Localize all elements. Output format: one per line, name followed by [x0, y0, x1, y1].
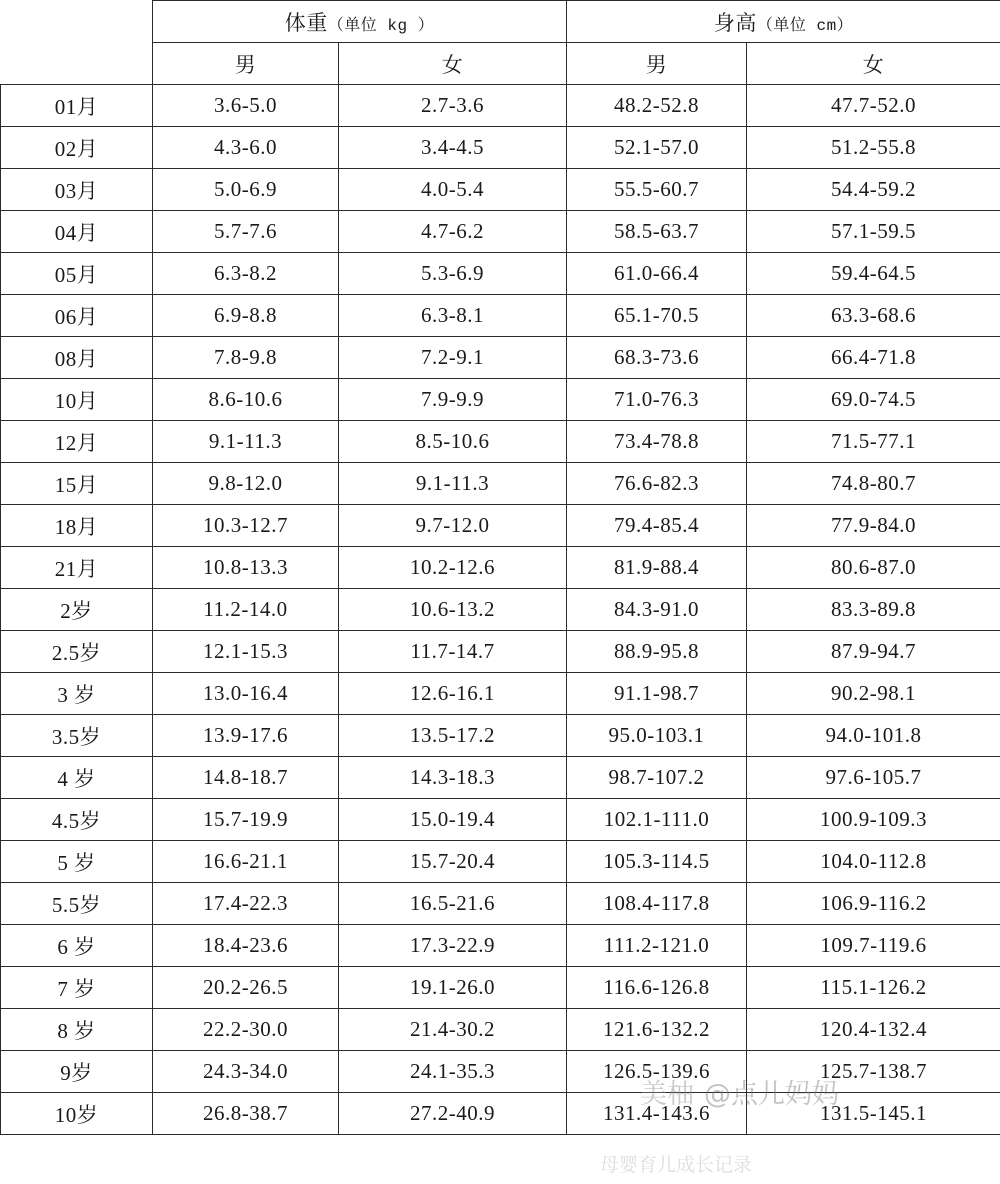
age-label: 5 岁: [1, 841, 153, 883]
height-female-value: 104.0-112.8: [747, 841, 1000, 883]
weight-male-value: 10.8-13.3: [153, 547, 339, 589]
weight-male-value: 26.8-38.7: [153, 1093, 339, 1135]
weight-male-value: 14.8-18.7: [153, 757, 339, 799]
weight-male-value: 3.6-5.0: [153, 85, 339, 127]
weight-male-value: 13.9-17.6: [153, 715, 339, 757]
table-row: [1, 295, 1000, 337]
height-female-value: 57.1-59.5: [747, 211, 1000, 253]
table-row: [1, 883, 1000, 925]
height-female-value: 109.7-119.6: [747, 925, 1000, 967]
height-female-value: 90.2-98.1: [747, 673, 1000, 715]
height-male-value: 81.9-88.4: [567, 547, 747, 589]
weight-female-value: 10.2-12.6: [339, 547, 567, 589]
weight-male-value: 22.2-30.0: [153, 1009, 339, 1051]
table-body: [1, 85, 1000, 1135]
weight-male-value: 6.3-8.2: [153, 253, 339, 295]
height-male-value: 88.9-95.8: [567, 631, 747, 673]
weight-female-value: 8.5-10.6: [339, 421, 567, 463]
height-female-value: 97.6-105.7: [747, 757, 1000, 799]
table-row: [1, 673, 1000, 715]
height-male-value: 121.6-132.2: [567, 1009, 747, 1051]
height-male-value: 71.0-76.3: [567, 379, 747, 421]
weight-male-value: 17.4-22.3: [153, 883, 339, 925]
weight-female-value: 11.7-14.7: [339, 631, 567, 673]
height-male-value: 102.1-111.0: [567, 799, 747, 841]
height-male-value: 126.5-139.6: [567, 1051, 747, 1093]
table-row: [1, 169, 1000, 211]
table-row: [1, 589, 1000, 631]
watermark-handle: @点儿妈妈: [704, 1079, 839, 1110]
weight-male-value: 24.3-34.0: [153, 1051, 339, 1093]
age-label: 3 岁: [1, 673, 153, 715]
table-row: [1, 85, 1000, 127]
weight-female-value: 17.3-22.9: [339, 925, 567, 967]
table-row: [1, 631, 1000, 673]
age-label: 08月: [1, 337, 153, 379]
height-male-value: 79.4-85.4: [567, 505, 747, 547]
header-group-height-unit: （单位 cm）: [756, 16, 854, 35]
weight-female-value: 12.6-16.1: [339, 673, 567, 715]
age-label: 10岁: [1, 1093, 153, 1135]
weight-female-value: 3.4-4.5: [339, 127, 567, 169]
height-female-value: 115.1-126.2: [747, 967, 1000, 1009]
height-male-value: 84.3-91.0: [567, 589, 747, 631]
weight-male-value: 6.9-8.8: [153, 295, 339, 337]
age-label: 03月: [1, 169, 153, 211]
height-male-value: 52.1-57.0: [567, 127, 747, 169]
height-male-value: 91.1-98.7: [567, 673, 747, 715]
weight-male-value: 4.3-6.0: [153, 127, 339, 169]
weight-female-value: 2.7-3.6: [339, 85, 567, 127]
height-female-value: 51.2-55.8: [747, 127, 1000, 169]
age-label: 2.5岁: [1, 631, 153, 673]
height-male-value: 131.4-143.6: [567, 1093, 747, 1135]
age-label: 7 岁: [1, 967, 153, 1009]
watermark-subtext: 母婴育儿成长记录: [600, 1154, 753, 1176]
weight-female-value: 4.7-6.2: [339, 211, 567, 253]
age-label: 2岁: [1, 589, 153, 631]
header-weight-female: 女: [339, 43, 567, 85]
weight-male-value: 18.4-23.6: [153, 925, 339, 967]
height-female-value: 47.7-52.0: [747, 85, 1000, 127]
table-row: [1, 379, 1000, 421]
age-label: 9岁: [1, 1051, 153, 1093]
height-female-value: 54.4-59.2: [747, 169, 1000, 211]
weight-male-value: 9.1-11.3: [153, 421, 339, 463]
height-female-value: 63.3-68.6: [747, 295, 1000, 337]
weight-female-value: 13.5-17.2: [339, 715, 567, 757]
table-row: [1, 1009, 1000, 1051]
weight-female-value: 15.0-19.4: [339, 799, 567, 841]
table-row: [1, 841, 1000, 883]
height-male-value: 116.6-126.8: [567, 967, 747, 1009]
weight-male-value: 7.8-9.8: [153, 337, 339, 379]
weight-female-value: 19.1-26.0: [339, 967, 567, 1009]
height-female-value: 120.4-132.4: [747, 1009, 1000, 1051]
weight-female-value: 7.2-9.1: [339, 337, 567, 379]
table-row: [1, 925, 1000, 967]
height-female-value: 94.0-101.8: [747, 715, 1000, 757]
height-female-value: 77.9-84.0: [747, 505, 1000, 547]
height-male-value: 105.3-114.5: [567, 841, 747, 883]
height-male-value: 55.5-60.7: [567, 169, 747, 211]
height-female-value: 74.8-80.7: [747, 463, 1000, 505]
weight-female-value: 24.1-35.3: [339, 1051, 567, 1093]
height-male-value: 68.3-73.6: [567, 337, 747, 379]
weight-female-value: 21.4-30.2: [339, 1009, 567, 1051]
weight-female-value: 7.9-9.9: [339, 379, 567, 421]
height-female-value: 80.6-87.0: [747, 547, 1000, 589]
height-male-value: 98.7-107.2: [567, 757, 747, 799]
age-label: 6 岁: [1, 925, 153, 967]
age-label: 01月: [1, 85, 153, 127]
table-row: [1, 1093, 1000, 1135]
height-female-value: 66.4-71.8: [747, 337, 1000, 379]
table-row: [1, 421, 1000, 463]
weight-male-value: 15.7-19.9: [153, 799, 339, 841]
age-label: 8 岁: [1, 1009, 153, 1051]
height-male-value: 95.0-103.1: [567, 715, 747, 757]
age-label: 12月: [1, 421, 153, 463]
header-group-height: [567, 1, 1000, 43]
header-group-height-title: 身高: [713, 10, 757, 35]
weight-male-value: 8.6-10.6: [153, 379, 339, 421]
age-label: 4.5岁: [1, 799, 153, 841]
weight-male-value: 5.0-6.9: [153, 169, 339, 211]
age-label: 18月: [1, 505, 153, 547]
weight-female-value: 4.0-5.4: [339, 169, 567, 211]
header-height-male: 男: [567, 43, 747, 85]
height-male-value: 65.1-70.5: [567, 295, 747, 337]
table-row: [1, 715, 1000, 757]
table-row: [1, 505, 1000, 547]
height-female-value: 71.5-77.1: [747, 421, 1000, 463]
age-label: 15月: [1, 463, 153, 505]
age-label: 5.5岁: [1, 883, 153, 925]
height-female-value: 125.7-138.7: [747, 1051, 1000, 1093]
table-row: [1, 463, 1000, 505]
height-female-value: 69.0-74.5: [747, 379, 1000, 421]
table-row: [1, 547, 1000, 589]
weight-female-value: 9.1-11.3: [339, 463, 567, 505]
age-label: 06月: [1, 295, 153, 337]
height-male-value: 61.0-66.4: [567, 253, 747, 295]
weight-female-value: 10.6-13.2: [339, 589, 567, 631]
age-label: 4 岁: [1, 757, 153, 799]
weight-female-value: 14.3-18.3: [339, 757, 567, 799]
table-row: [1, 799, 1000, 841]
header-group-weight-title: 体重: [284, 10, 328, 35]
weight-male-value: 20.2-26.5: [153, 967, 339, 1009]
height-female-value: 106.9-116.2: [747, 883, 1000, 925]
weight-female-value: 15.7-20.4: [339, 841, 567, 883]
table-row: [1, 211, 1000, 253]
table-row: [1, 127, 1000, 169]
weight-male-value: 11.2-14.0: [153, 589, 339, 631]
age-label: 3.5岁: [1, 715, 153, 757]
weight-female-value: 27.2-40.9: [339, 1093, 567, 1135]
weight-male-value: 9.8-12.0: [153, 463, 339, 505]
weight-male-value: 12.1-15.3: [153, 631, 339, 673]
table-header-groups: [1, 1, 1000, 43]
weight-male-value: 13.0-16.4: [153, 673, 339, 715]
table-row: [1, 337, 1000, 379]
weight-female-value: 9.7-12.0: [339, 505, 567, 547]
table-row: [1, 967, 1000, 1009]
age-label: 21月: [1, 547, 153, 589]
height-male-value: 108.4-117.8: [567, 883, 747, 925]
height-female-value: 100.9-109.3: [747, 799, 1000, 841]
header-corner-cell: [1, 1, 153, 85]
header-height-female: 女: [747, 43, 1000, 85]
weight-male-value: 10.3-12.7: [153, 505, 339, 547]
weight-female-value: 16.5-21.6: [339, 883, 567, 925]
height-male-value: 111.2-121.0: [567, 925, 747, 967]
height-female-value: 87.9-94.7: [747, 631, 1000, 673]
table-row: [1, 757, 1000, 799]
height-male-value: 73.4-78.8: [567, 421, 747, 463]
age-label: 05月: [1, 253, 153, 295]
height-female-value: 131.5-145.1: [747, 1093, 1000, 1135]
header-weight-male: 男: [153, 43, 339, 85]
height-male-value: 76.6-82.3: [567, 463, 747, 505]
height-male-value: 48.2-52.8: [567, 85, 747, 127]
height-female-value: 59.4-64.5: [747, 253, 1000, 295]
age-label: 10月: [1, 379, 153, 421]
weight-male-value: 5.7-7.6: [153, 211, 339, 253]
header-group-weight: [153, 1, 567, 43]
weight-female-value: 6.3-8.1: [339, 295, 567, 337]
table-row: [1, 253, 1000, 295]
header-group-weight-unit: （单位 kg ）: [327, 16, 435, 35]
table-row: [1, 1051, 1000, 1093]
weight-male-value: 16.6-21.1: [153, 841, 339, 883]
height-male-value: 58.5-63.7: [567, 211, 747, 253]
age-label: 02月: [1, 127, 153, 169]
weight-female-value: 5.3-6.9: [339, 253, 567, 295]
age-label: 04月: [1, 211, 153, 253]
height-female-value: 83.3-89.8: [747, 589, 1000, 631]
watermark-logo: 美柚: [640, 1079, 694, 1110]
